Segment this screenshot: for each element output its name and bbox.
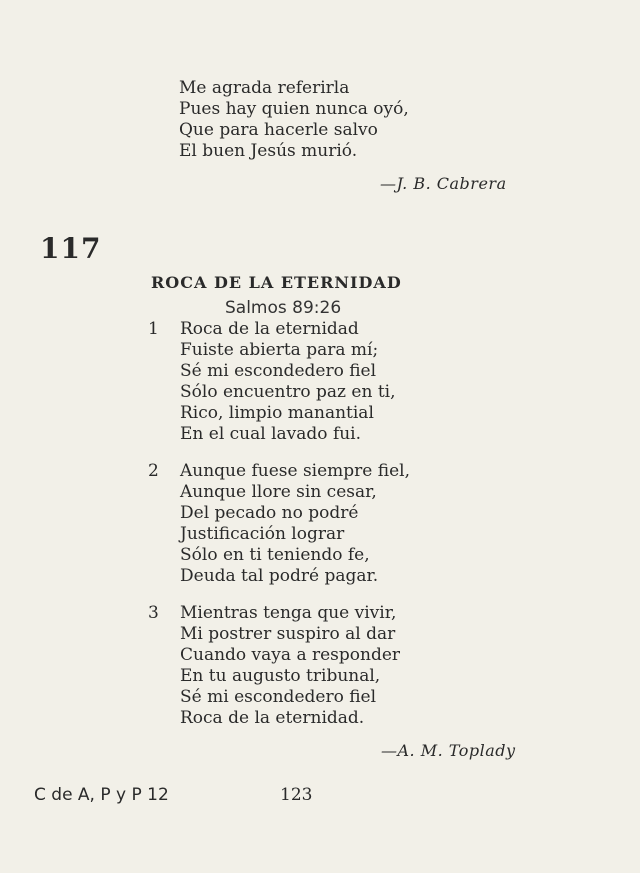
footer-code: C de A, P y P 12 — [34, 785, 169, 805]
scripture-reference: Salmos 89:26 — [225, 298, 342, 318]
stanza-number: 3 — [148, 603, 159, 623]
stanza-number: 1 — [148, 319, 159, 339]
verse-line: Roca de la eternidad — [180, 319, 359, 339]
verse-line: Del pecado no podré — [180, 503, 359, 523]
intro-line: Me agrada referirla — [179, 78, 350, 98]
verse-line: Sé mi escondedero fiel — [180, 361, 377, 381]
hymn-attribution: —A. M. Toplady — [381, 741, 516, 760]
verse-line: Sé mi escondedero fiel — [180, 687, 377, 707]
stanza-number: 2 — [148, 461, 159, 481]
verse-line: Justificación lograr — [180, 524, 345, 544]
verse-line: Rico, limpio manantial — [180, 403, 374, 423]
verse-line: Fuiste abierta para mí; — [180, 340, 379, 360]
verse-line: En tu augusto tribunal, — [180, 666, 381, 686]
hymn-number: 117 — [40, 232, 102, 265]
hymn-title: ROCA DE LA ETERNIDAD — [151, 273, 402, 292]
page-number: 123 — [280, 785, 313, 805]
verse-line: Cuando vaya a responder — [180, 645, 401, 665]
verse-line: Deuda tal podré pagar. — [180, 566, 379, 586]
intro-line: Que para hacerle salvo — [179, 120, 378, 140]
verse-line: Mientras tenga que vivir, — [180, 603, 397, 623]
intro-attribution: —J. B. Cabrera — [380, 174, 507, 193]
verse-line: Aunque fuese siempre fiel, — [180, 461, 411, 481]
verse-line: En el cual lavado fui. — [180, 424, 362, 444]
verse-line: Aunque llore sin cesar, — [180, 482, 377, 502]
verse-line: Sólo en ti teniendo fe, — [180, 545, 370, 565]
verse-line: Mi postrer suspiro al dar — [180, 624, 396, 644]
intro-line: El buen Jesús murió. — [179, 141, 358, 161]
verse-line: Sólo encuentro paz en ti, — [180, 382, 396, 402]
verse-line: Roca de la eternidad. — [180, 708, 365, 728]
intro-line: Pues hay quien nunca oyó, — [179, 99, 409, 119]
